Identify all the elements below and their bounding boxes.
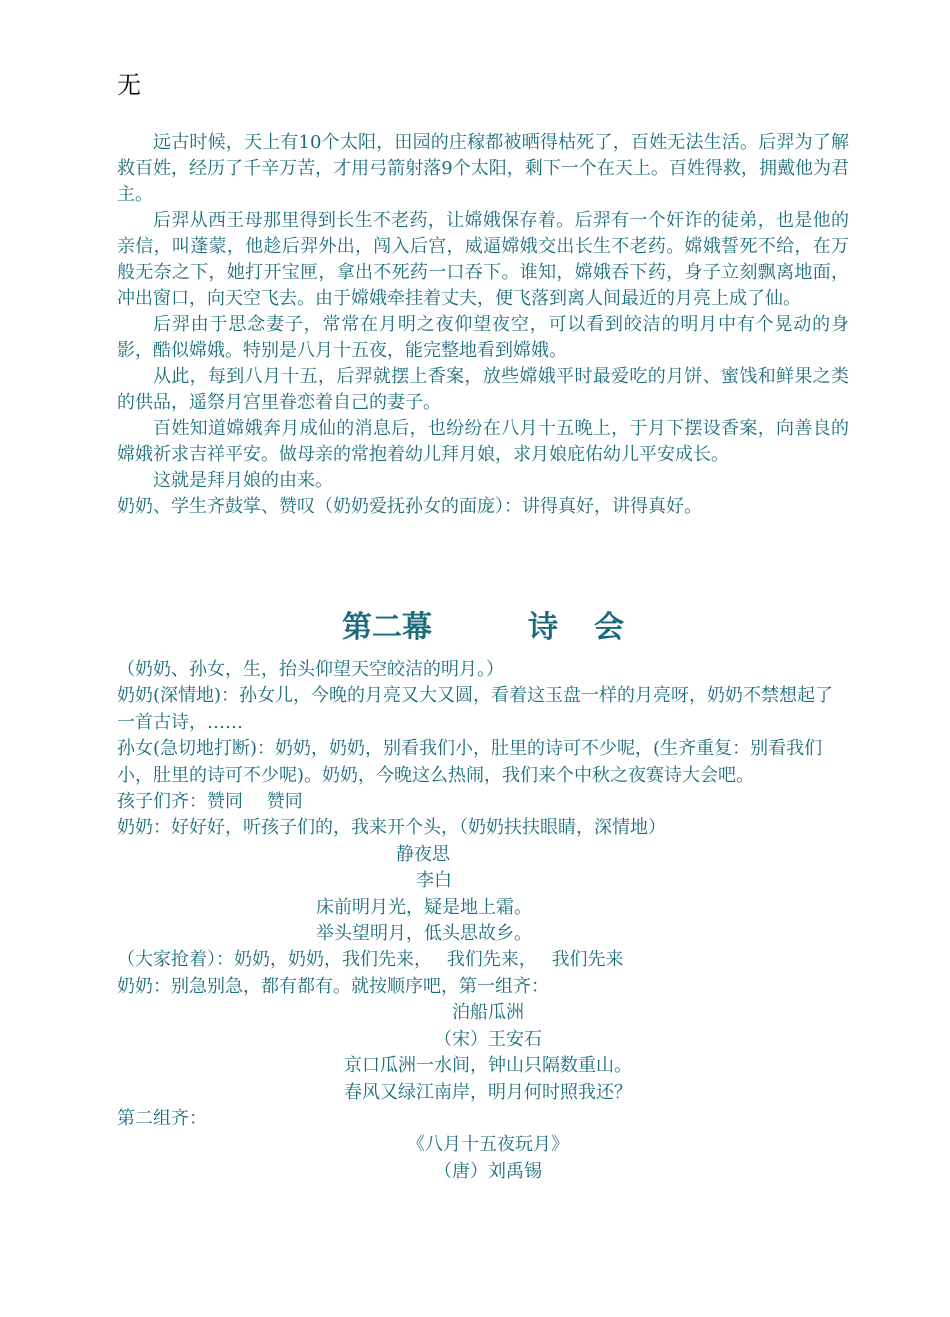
dialogue-grandma-1: 奶奶(深情地)：孙女儿，今晚的月亮又大又圆，看着这玉盘一样的月亮呀，奶奶不禁想起了一首古诗，…… (117, 685, 834, 733)
story-section (117, 130, 849, 520)
dialogue-everyone: （大家抢着）：奶奶，奶奶，我们先来， 我们先来， 我们先来 (117, 949, 624, 971)
poem2-author: （宋）王安石 (434, 1028, 542, 1050)
poem1-line-1: 床前明月光，疑是地上霜。 (316, 896, 532, 918)
poem2-line-1: 京口瓜洲一水间，钟山只隔数重山。 (344, 1055, 632, 1077)
act-name-char-1: 诗 (528, 610, 558, 645)
poem2-line-2: 春风又绿江南岸，明月何时照我还？ (344, 1081, 632, 1103)
act-name-char-2: 会 (594, 610, 624, 645)
story-paragraph-5: 百姓知道嫦娥奔月成仙的消息后，也纷纷在八月十五晚上，于月下摆设香案，向善良的嫦娥祈求吉祥平安。做母亲的常抱着幼儿拜月娘，求月娘庇佑幼儿平安成长。 (117, 418, 849, 465)
act-number: 第二幕 (342, 610, 432, 645)
story-paragraph-3: 后羿由于思念妻子，常常在月明之夜仰望夜空，可以看到皎洁的明月中有个晃动的身影，酷似嫦娥。特别是八月十五夜，能完整地看到嫦娥。 (117, 314, 849, 361)
act-two-script (117, 657, 849, 1185)
poem1-author: 李白 (416, 870, 452, 892)
header-character: 无 (117, 71, 141, 99)
story-paragraph-2: 后羿从西王母那里得到长生不老药，让嫦娥保存着。后羿有一个奸诈的徒弟，也是他的亲信，叫蓬蒙，他趁后羿外出，闯入后宫，威逼嫦娥交出长生不老药。嫦娥誓死不给，在万般无奈之下，她打开宝匣，拿出不死药一口吞下。谁知，嫦娥吞下药，身子立刻飘离地面，冲出窗口，向天空飞去。由于嫦娥牵挂着丈夫，便飞落到离人间最近的月亮上成了仙。 (117, 210, 849, 309)
act-two-title (117, 608, 849, 648)
dialogue-children: 孩子们齐：赞同 赞同 (117, 791, 303, 813)
story-closing-line: 奶奶、学生齐鼓掌、赞叹（奶奶爱抚孙女的面庞）：讲得真好，讲得真好。 (117, 496, 702, 517)
dialogue-grandma-3: 奶奶：别急别急，都有都有。就按顺序吧，第一组齐： (117, 975, 549, 997)
poem1-line-2: 举头望明月，低头思故乡。 (316, 923, 532, 945)
poem3-author: （唐）刘禹锡 (434, 1160, 542, 1182)
dialogue-group-two: 第二组齐： (117, 1107, 207, 1129)
dialogue-granddaughter: 孙女(急切地打断)：奶奶，奶奶，别看我们小，肚里的诗可不少呢，(生齐重复：别看我们小，肚里的诗可不少呢)。奶奶，今晚这么热闹，我们来个中秋之夜赛诗大会吧。 (117, 738, 823, 786)
poem3-title: 《八月十五夜玩月》 (407, 1134, 569, 1156)
stage-direction: （奶奶、孙女，生，抬头仰望天空皎洁的明月。） (117, 659, 504, 680)
story-paragraph-6: 这就是拜月娘的由来。 (153, 470, 333, 491)
story-paragraph-4: 从此，每到八月十五，后羿就摆上香案，放些嫦娥平时最爱吃的月饼、蜜饯和鲜果之类的供品，遥祭月宫里眷恋着自己的妻子。 (117, 366, 849, 413)
story-paragraph-1: 远古时候，天上有10个太阳，田园的庄稼都被晒得枯死了，百姓无法生活。后羿为了解救百姓，经历了千辛万苦，才用弓箭射落9个太阳，剩下一个在天上。百姓得救，拥戴他为君主。 (117, 132, 849, 205)
poem2-title: 泊船瓜洲 (452, 1002, 524, 1024)
poem1-title: 静夜思 (396, 843, 450, 865)
dialogue-grandma-2: 奶奶：好好好，听孩子们的，我来开个头，（奶奶扶扶眼睛，深情地） (117, 817, 666, 839)
